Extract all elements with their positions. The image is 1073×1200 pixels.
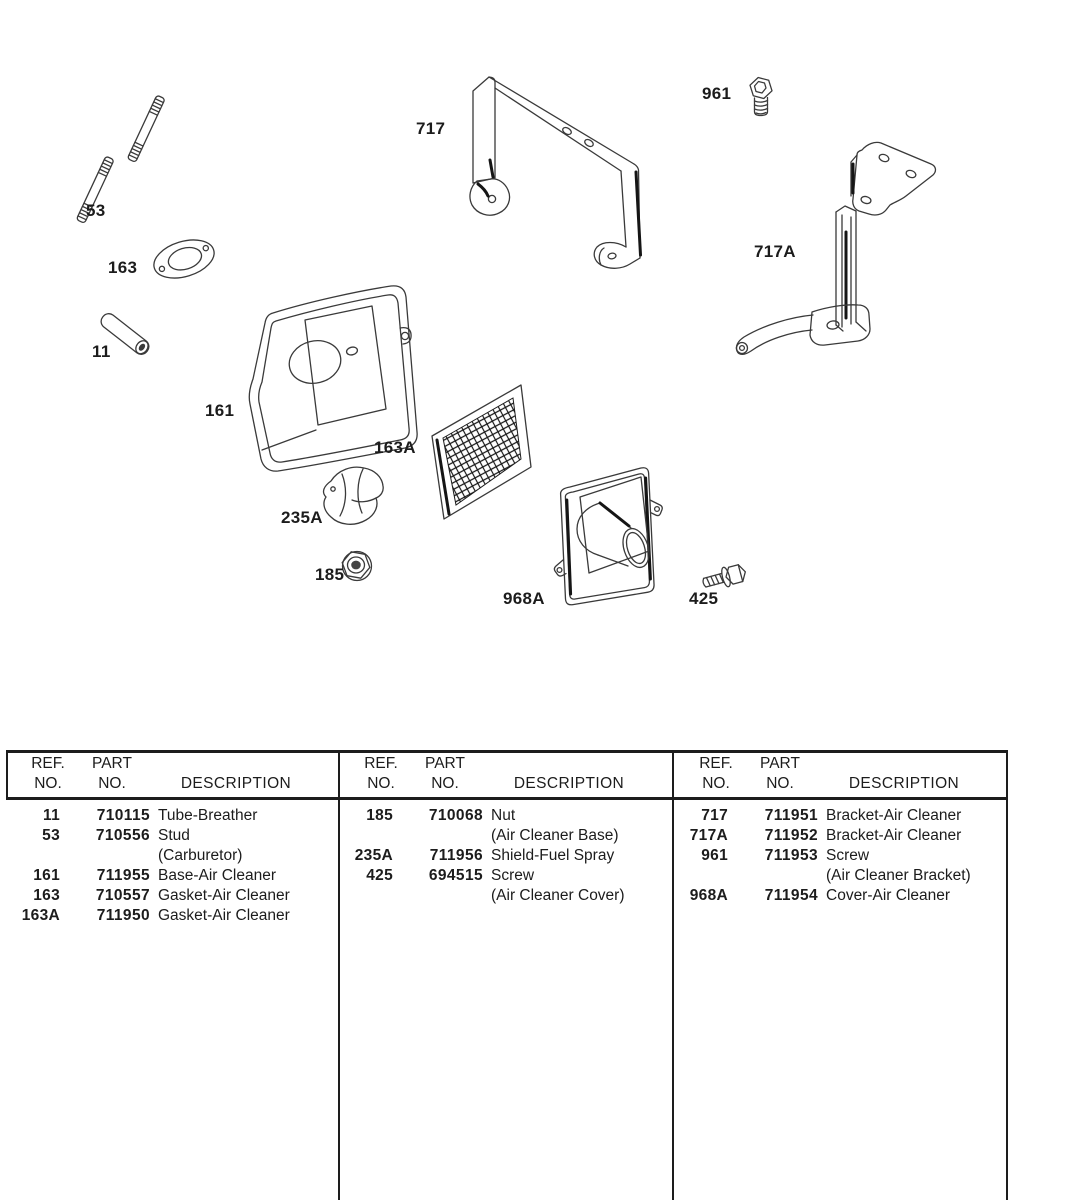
part-label-163A: 163A — [374, 438, 416, 457]
part-no-cell: 711952 — [764, 827, 818, 844]
part-label-717: 717 — [416, 119, 446, 138]
part-label-717A: 717A — [754, 242, 796, 261]
part-no-cell: 710557 — [95, 887, 150, 904]
column-header-description: DESCRIPTION — [848, 775, 960, 792]
table-body-section-3 — [676, 806, 1009, 906]
description-cell: Shield-Fuel Spray — [491, 847, 615, 864]
table-row — [341, 866, 674, 886]
description-cell: Bracket-Air Cleaner — [826, 827, 962, 844]
part-no-cell: 694515 — [428, 867, 483, 884]
table-row — [341, 806, 674, 826]
description-cell: Stud — [158, 827, 190, 844]
table-row — [8, 806, 341, 826]
ref-no-cell: 185 — [366, 807, 393, 824]
part-label-163: 163 — [108, 258, 138, 277]
column-header-description: DESCRIPTION — [513, 775, 625, 792]
table-row — [8, 826, 341, 846]
description-cell: Screw — [826, 847, 870, 864]
part-label-425: 425 — [689, 589, 719, 608]
table-row — [341, 826, 674, 846]
table-row — [8, 886, 341, 906]
column-header-part-no: PART NO. — [760, 755, 800, 792]
column-header-ref-no: REF. NO. — [699, 755, 733, 792]
part-no-cell: 710068 — [428, 807, 483, 824]
part-no-cell: 710115 — [96, 807, 150, 824]
description-cell: (Air Cleaner Base) — [491, 827, 619, 844]
column-header-description: DESCRIPTION — [180, 775, 292, 792]
ref-no-cell: 961 — [701, 847, 728, 864]
description-cell: (Air Cleaner Bracket) — [826, 867, 971, 884]
ref-no-cell: 717 — [701, 807, 728, 824]
description-cell: Base-Air Cleaner — [158, 867, 277, 884]
part-label-53: 53 — [86, 201, 106, 220]
part-no-cell: 711955 — [96, 867, 150, 884]
description-cell: Bracket-Air Cleaner — [826, 807, 962, 824]
description-cell: Nut — [491, 807, 516, 824]
table-row — [341, 886, 674, 906]
table-row — [8, 906, 341, 926]
table-row — [676, 886, 1009, 906]
part-no-cell: 711950 — [96, 907, 150, 924]
ref-no-cell: 11 — [43, 807, 60, 824]
table-row — [8, 846, 341, 866]
table-row — [676, 846, 1009, 866]
description-cell: Gasket-Air Cleaner — [158, 887, 290, 904]
part-label-961: 961 — [702, 84, 732, 103]
part-label-11: 11 — [92, 342, 111, 361]
column-header-part-no: PART NO. — [92, 755, 132, 792]
part-no-cell: 711954 — [764, 887, 818, 904]
table-body-section-2 — [341, 806, 674, 906]
description-cell: Screw — [491, 867, 535, 884]
table-row — [676, 826, 1009, 846]
description-cell: (Air Cleaner Cover) — [491, 887, 625, 904]
table-header-section-1 — [8, 753, 341, 797]
description-cell: Tube-Breather — [158, 807, 258, 824]
description-cell: Gasket-Air Cleaner — [158, 907, 290, 924]
table-header-section-3 — [676, 753, 1009, 797]
ref-no-cell: 235A — [354, 847, 393, 864]
ref-no-cell: 968A — [689, 887, 728, 904]
ref-no-cell: 163 — [33, 887, 60, 904]
part-label-235A: 235A — [281, 508, 323, 527]
table-row — [8, 866, 341, 886]
part-label-185: 185 — [315, 565, 345, 584]
part-no-cell: 711956 — [429, 847, 483, 864]
ref-no-cell: 161 — [33, 867, 60, 884]
ref-no-cell: 717A — [689, 827, 728, 844]
table-header-rule — [6, 797, 1008, 800]
table-header-section-2 — [341, 753, 674, 797]
part-no-cell: 711953 — [764, 847, 818, 864]
part-no-cell: 711951 — [764, 807, 818, 824]
column-header-part-no: PART NO. — [425, 755, 465, 792]
column-header-ref-no: REF. NO. — [364, 755, 398, 792]
ref-no-cell: 163A — [21, 907, 60, 924]
description-cell: (Carburetor) — [158, 847, 243, 864]
part-no-cell: 710556 — [95, 827, 150, 844]
description-cell: Cover-Air Cleaner — [826, 887, 951, 904]
column-header-ref-no: REF. NO. — [31, 755, 65, 792]
ref-no-cell: 425 — [366, 867, 393, 884]
table-row — [676, 866, 1009, 886]
table-row — [341, 846, 674, 866]
table-row — [676, 806, 1009, 826]
ref-no-cell: 53 — [42, 827, 60, 844]
part-label-161: 161 — [205, 401, 235, 420]
part-label-968A: 968A — [503, 589, 545, 608]
table-body-section-1 — [8, 806, 341, 926]
